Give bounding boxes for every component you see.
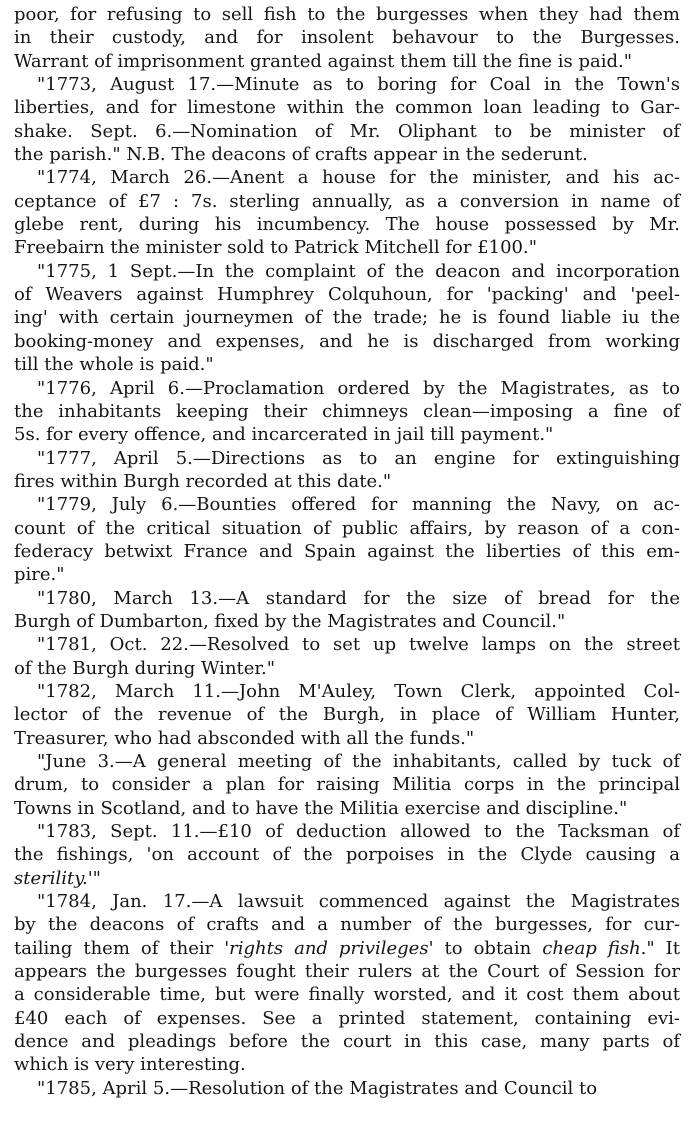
paragraph (14, 1077, 680, 1100)
text-line: by the deacons of crafts and a number of the burgesses, for cur- (14, 914, 680, 936)
paragraph (14, 750, 680, 820)
text-line: of Weavers against Humphrey Colquhoun, for 'packing' and 'peel- (14, 284, 680, 306)
text-line: poor, for refusing to sell fish to the burgesses when they had them (14, 4, 680, 25)
text-line: Freebairn the minister sold to Patrick Mitchell for £100." (14, 237, 537, 259)
text-line: "1776, April 6.—Proclamation ordered by the Magistrates, as to (37, 377, 680, 399)
text-line: dence and pleadings before the court in this case, many parts of (14, 1031, 680, 1053)
text-line: of the Burgh during Winter." (14, 657, 276, 679)
text-line: Towns in Scotland, and to have the Militia exercise and discipline." (14, 797, 628, 819)
text-line: "1781, Oct. 22.—Resolved to set up twelve lamps on the street (37, 634, 680, 656)
text-line: "June 3.—A general meeting of the inhabitants, called by tuck of (37, 751, 680, 772)
text-line: the parish." N.B. The deacons of crafts appear in the sederunt. (14, 144, 588, 166)
paragraph (14, 587, 680, 634)
text-line: till the whole is paid." (14, 354, 214, 376)
text-line: pire." (14, 564, 65, 586)
text-line: "1783, Sept. 11.—£10 of deduction allowed to the Tacksman of (37, 821, 680, 843)
text-line: "1775, 1 Sept.—In the complaint of the deacon and incorporation (37, 260, 680, 282)
text-line: a considerable time, but were finally worsted, and it cost them about (14, 984, 680, 1006)
text-line: Burgh of Dumbarton, fixed by the Magistrates and Council." (14, 610, 566, 632)
text-line: "1782, March 11.—John M'Auley, Town Clerk, appointed Col- (37, 680, 680, 702)
paragraph (14, 820, 680, 890)
paragraph (14, 73, 680, 166)
text-line: count of the critical situation of public affairs, by reason of a con- (14, 517, 680, 539)
text-line: in their custody, and for insolent behavour to the Burgesses. (14, 27, 680, 49)
text-line: shake. Sept. 6.—Nomination of Mr. Oliphant to be minister of (14, 120, 680, 142)
text-line: liberties, and for limestone within the common loan leading to Gar- (14, 97, 680, 119)
text-line: "1779, July 6.—Bounties offered for manning the Navy, on ac- (37, 494, 680, 516)
text-line: "1773, August 17.—Minute as to boring for Coal in the Town's (37, 74, 680, 96)
text-line: the fishings, 'on account of the porpoises in the Clyde causing a (14, 844, 680, 866)
text-line: glebe rent, during his incumbency. The house possessed by Mr. (14, 214, 680, 236)
text-line: drum, to consider a plan for raising Militia corps in the principal (14, 774, 680, 796)
paragraph (14, 3, 680, 73)
paragraph (14, 260, 680, 377)
text-line: lector of the revenue of the Burgh, in place of William Hunter, (14, 704, 680, 726)
paragraph (14, 377, 680, 447)
text-line: Treasurer, who had absconded with all the funds." (14, 727, 475, 749)
text-line: sterility.'" (14, 867, 101, 889)
text-line: "1784, Jan. 17.—A lawsuit commenced against the Magistrates (37, 891, 680, 913)
text-line: appears the burgesses fought their rulers at the Court of Session for (14, 961, 680, 983)
document-body (14, 3, 680, 1100)
paragraph (14, 633, 680, 680)
paragraph (14, 680, 680, 750)
paragraph (14, 890, 680, 1077)
text-line: ing' with certain journeymen of the trade; he is found liable iu the (14, 307, 680, 329)
text-line: "1777, April 5.—Directions as to an engine for extinguishing (37, 447, 680, 469)
text-line: federacy betwixt France and Spain against the liberties of this em- (14, 540, 680, 562)
text-line: Warrant of imprisonment granted against them till the fine is paid." (14, 50, 633, 72)
text-line: "1774, March 26.—Anent a house for the minister, and his ac- (37, 167, 680, 189)
text-line: "1785, April 5.—Resolution of the Magistrates and Council to (37, 1077, 598, 1099)
text-line: the inhabitants keeping their chimneys clean—imposing a fine of (14, 400, 680, 422)
text-line: "1780, March 13.—A standard for the size of bread for the (37, 587, 680, 609)
text-line: fires within Burgh recorded at this date." (14, 470, 392, 492)
text-line: which is very interesting. (14, 1054, 246, 1076)
paragraph (14, 166, 680, 259)
paragraph (14, 447, 680, 494)
text-line: booking-money and expenses, and he is discharged from working (14, 330, 680, 352)
text-line: £40 each of expenses. See a printed statement, containing evi- (14, 1007, 680, 1029)
text-line: 5s. for every offence, and incarcerated in jail till payment." (14, 424, 554, 446)
text-line: tailing them of their 'rights and privileges' to obtain cheap fish." It (14, 937, 681, 959)
text-line: ceptance of £7 : 7s. sterling annually, as a conversion in name of (14, 190, 680, 212)
paragraph (14, 493, 680, 586)
